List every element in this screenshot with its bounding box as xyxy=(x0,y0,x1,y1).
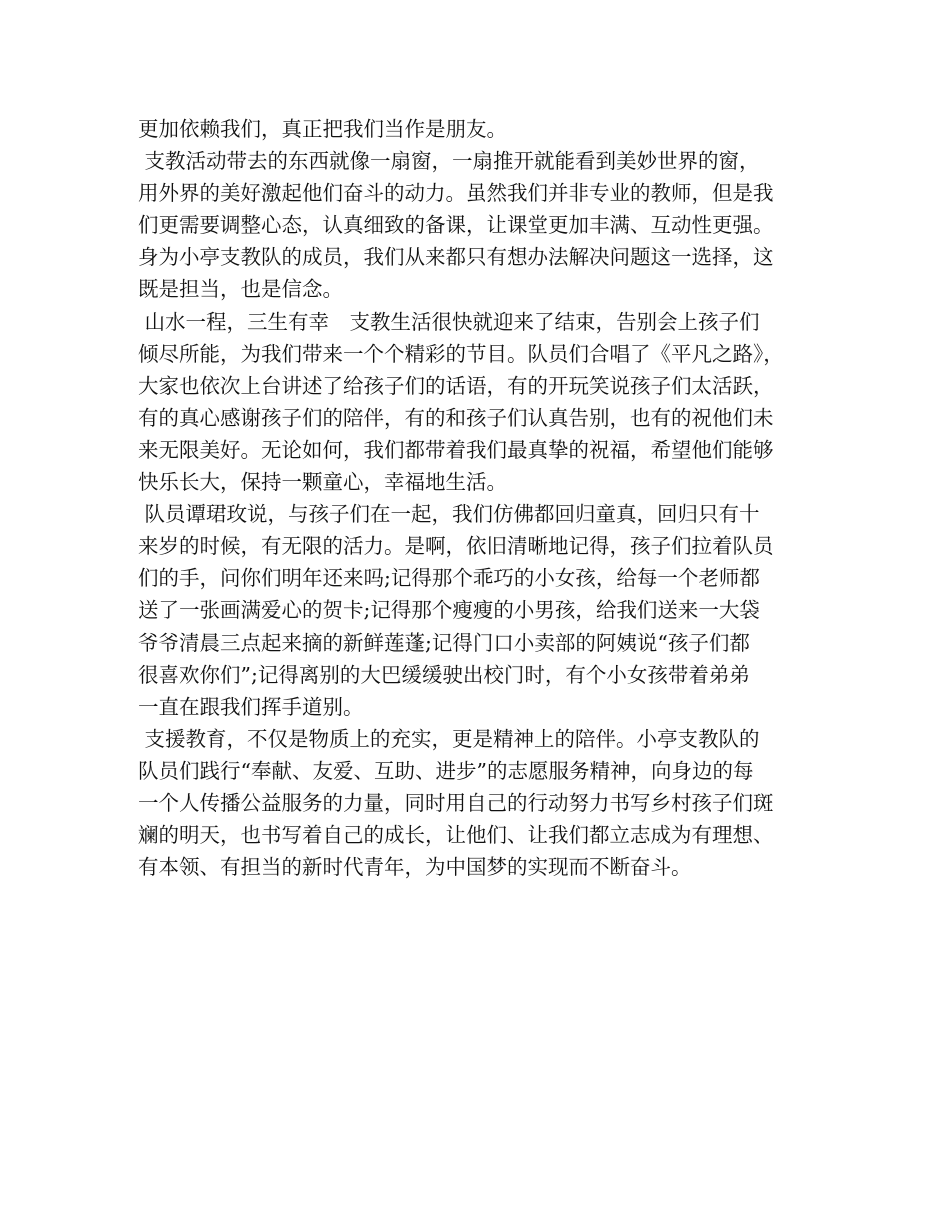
text-line: 快乐长大，保持一颗童心，幸福地生活。 xyxy=(138,470,507,495)
text-line: 用外界的美好激起他们奋斗的动力。虽然我们并非专业的教师，但是我 xyxy=(138,181,774,206)
text-line: 一直在跟我们挥手道别。 xyxy=(138,694,364,719)
text-line: 倾尽所能，为我们带来一个个精彩的节目。队员们合唱了《平凡之路》， xyxy=(138,341,784,366)
text-line: 送了一张画满爱心的贺卡;记得那个瘦瘦的小男孩，给我们送来一大袋 xyxy=(138,598,760,623)
text-line: 有的真心感谢孩子们的陪伴，有的和孩子们认真告别，也有的祝他们未 xyxy=(138,405,774,430)
text-line: 大家也依次上台讲述了给孩子们的话语，有的开玩笑说孩子们太活跃， xyxy=(138,373,774,398)
text-line: 山水一程，三生有幸 支教生活很快就迎来了结束，告别会上孩子们 xyxy=(138,309,760,334)
text-line: 有本领、有担当的新时代青年，为中国梦的实现而不断奋斗。 xyxy=(138,855,692,880)
text-line: 更加依赖我们，真正把我们当作是朋友。 xyxy=(138,117,507,141)
text-line: 来岁的时候，有无限的活力。是啊，依旧清晰地记得，孩子们拉着队员 xyxy=(138,534,774,559)
text-line: 很喜欢你们”;记得离别的大巴缓缓驶出校门时，有个小女孩带着弟弟 xyxy=(138,662,750,687)
text-line: 斓的明天，也书写着自己的成长，让他们、让我们都立志成为有理想、 xyxy=(138,823,774,848)
text-line: 队员们践行“奉献、友爱、互助、进步”的志愿服务精神，向身边的每 xyxy=(138,758,754,783)
text-line: 队员谭珺玫说，与孩子们在一起，我们仿佛都回归童真，回归只有十 xyxy=(138,502,760,527)
text-line: 们的手，问你们明年还来吗;记得那个乖巧的小女孩，给每一个老师都 xyxy=(138,566,760,591)
text-line: 来无限美好。无论如何，我们都带着我们最真挚的祝福，希望他们能够 xyxy=(138,437,774,462)
text-line: 既是担当，也是信念。 xyxy=(138,277,343,302)
text-line: 一个人传播公益服务的力量，同时用自己的行动努力书写乡村孩子们斑 xyxy=(138,790,774,815)
text-line: 支援教育，不仅是物质上的充实，更是精神上的陪伴。小亭支教队的 xyxy=(138,726,760,751)
document-body xyxy=(138,113,818,883)
text-line: 支教活动带去的东西就像一扇窗，一扇推开就能看到美妙世界的窗， xyxy=(138,149,760,174)
text-line: 们更需要调整心态，认真细致的备课，让课堂更加丰满、互动性更强。 xyxy=(138,213,774,238)
text-line: 身为小亭支教队的成员，我们从来都只有想办法解决问题这一选择，这 xyxy=(138,245,774,270)
text-line: 爷爷清晨三点起来摘的新鲜莲蓬;记得门口小卖部的阿姨说“孩子们都 xyxy=(138,630,750,655)
